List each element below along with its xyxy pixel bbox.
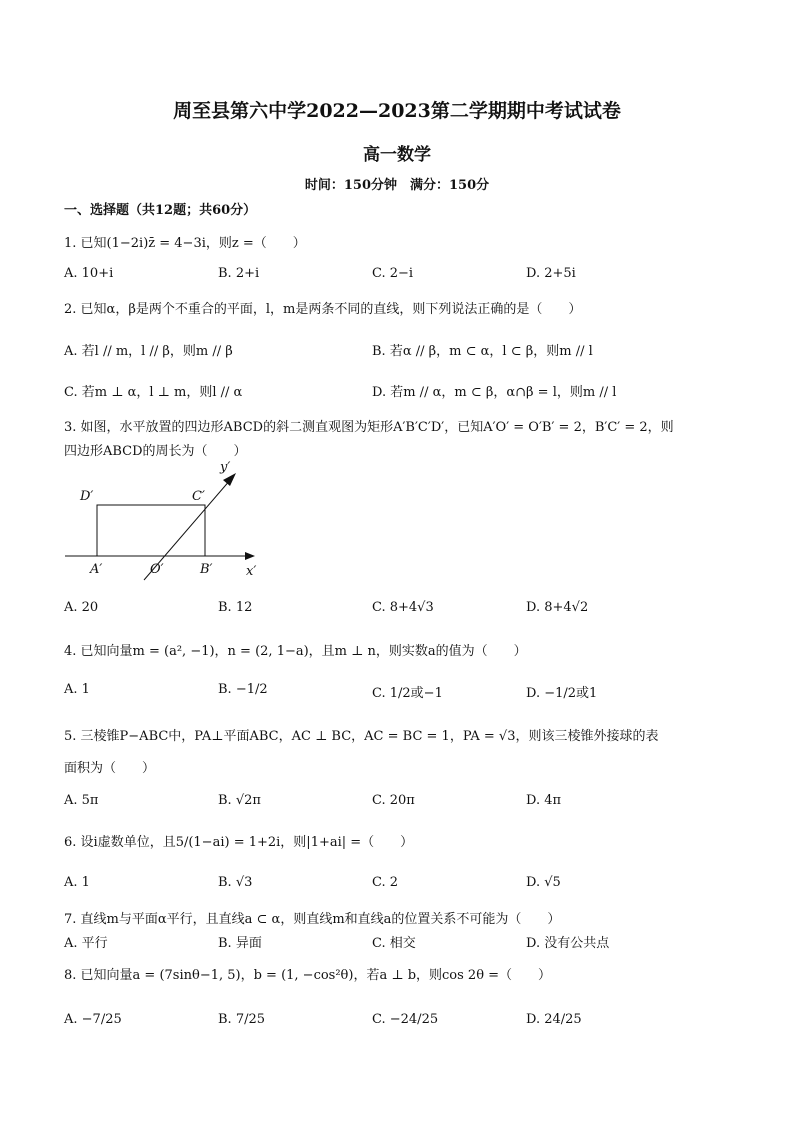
question-4-option-d: D. −1/2或1 xyxy=(526,686,598,701)
question-2-option-c: C. 若m ⊥ α，l ⊥ m，则l // α xyxy=(64,385,243,400)
question-5-option-c: C. 20π xyxy=(372,793,415,808)
question-6-option-b: B. √3 xyxy=(218,875,253,890)
question-5-option-b: B. √2π xyxy=(218,793,261,808)
question-3-figure xyxy=(60,455,270,585)
question-8-option-b: B. 7/25 xyxy=(218,1012,266,1027)
question-8-stem: 8. 已知向量a = (7sinθ−1, 5)，b = (1, −cos²θ)，若a ⊥ b，则cos 2θ =（ ） xyxy=(64,968,552,983)
question-6-option-d: D. √5 xyxy=(526,875,561,890)
question-4-stem: 4. 已知向量m = (a², −1)，n = (2, 1−a)，且m ⊥ n，则实数a的值为（ ） xyxy=(64,644,527,659)
question-4-option-c: C. 1/2或−1 xyxy=(372,686,443,701)
question-3-option-c: C. 8+4√3 xyxy=(372,600,434,615)
question-4-option-a: A. 1 xyxy=(64,682,90,697)
question-3-option-b: B. 12 xyxy=(218,600,253,615)
question-8-option-c: C. −24/25 xyxy=(372,1012,439,1027)
label-a: A′ xyxy=(90,562,103,577)
question-7-option-d: D. 没有公共点 xyxy=(526,936,610,951)
label-b: B′ xyxy=(200,562,213,577)
question-6-option-a: A. 1 xyxy=(64,875,90,890)
question-5-stem-line2: 面积为（ ） xyxy=(64,761,156,776)
label-o: O′ xyxy=(150,562,164,577)
question-5-option-a: A. 5π xyxy=(64,793,99,808)
question-2-option-a: A. 若l // m，l // β，则m // β xyxy=(64,344,233,359)
label-c: C′ xyxy=(192,489,205,504)
question-7-option-c: C. 相交 xyxy=(372,936,416,951)
question-1-option-a: A. 10+i xyxy=(64,266,114,281)
question-1-option-d: D. 2+5i xyxy=(526,266,576,281)
question-1-option-c: C. 2−i xyxy=(372,266,414,281)
question-7-option-b: B. 异面 xyxy=(218,936,262,951)
question-3-option-a: A. 20 xyxy=(64,600,99,615)
question-3-stem-line2: 四边形ABCD的周长为（ ） xyxy=(64,444,247,459)
question-5-stem-line1: 5. 三棱锥P−ABC中，PA⊥平面ABC，AC ⊥ BC，AC = BC = 1，PA = √3，则该三棱锥外接球的表 xyxy=(64,729,659,744)
question-3-stem-line1: 3. 如图，水平放置的四边形ABCD的斜二测直观图为矩形A′B′C′D′，已知A′O′ = O′B′ = 2，B′C′ = 2，则 xyxy=(64,420,674,435)
question-2-stem: 2. 已知α，β是两个不重合的平面，l，m是两条不同的直线，则下列说法正确的是（ ） xyxy=(64,302,582,317)
exam-subject: 高一数学 xyxy=(363,145,431,165)
question-2-option-b: B. 若α // β，m ⊂ α，l ⊂ β，则m // l xyxy=(372,344,593,359)
exam-title: 周至县第六中学2022—2023第二学期期中考试试卷 xyxy=(173,100,621,122)
label-y: y′ xyxy=(220,460,231,475)
question-6-stem: 6. 设i虚数单位，且5/(1−ai) = 1+2i，则|1+ai| =（ ） xyxy=(64,835,414,850)
question-5-option-d: D. 4π xyxy=(526,793,562,808)
rectangle-abcd xyxy=(97,505,205,556)
question-8-option-a: A. −7/25 xyxy=(64,1012,122,1027)
question-4-option-b: B. −1/2 xyxy=(218,682,268,697)
label-x: x′ xyxy=(246,564,257,579)
section-heading: 一、选择题（共12题；共60分） xyxy=(64,203,257,218)
exam-meta: 时间：150分钟 满分：150分 xyxy=(304,178,490,193)
question-1-option-b: B. 2+i xyxy=(218,266,260,281)
question-8-option-d: D. 24/25 xyxy=(526,1012,582,1027)
x-axis-arrow xyxy=(245,552,255,560)
question-7-option-a: A. 平行 xyxy=(64,936,108,951)
question-3-option-d: D. 8+4√2 xyxy=(526,600,589,615)
question-7-stem: 7. 直线m与平面α平行，且直线a ⊂ α，则直线m和直线a的位置关系不可能为（ ） xyxy=(64,912,561,927)
question-2-option-d: D. 若m // α，m ⊂ β，α∩β = l，则m // l xyxy=(372,385,617,400)
question-1-stem: 1. 已知(1−2i)z̄ = 4−3i，则z =（ ） xyxy=(64,236,306,251)
question-6-option-c: C. 2 xyxy=(372,875,399,890)
label-d: D′ xyxy=(80,489,94,504)
